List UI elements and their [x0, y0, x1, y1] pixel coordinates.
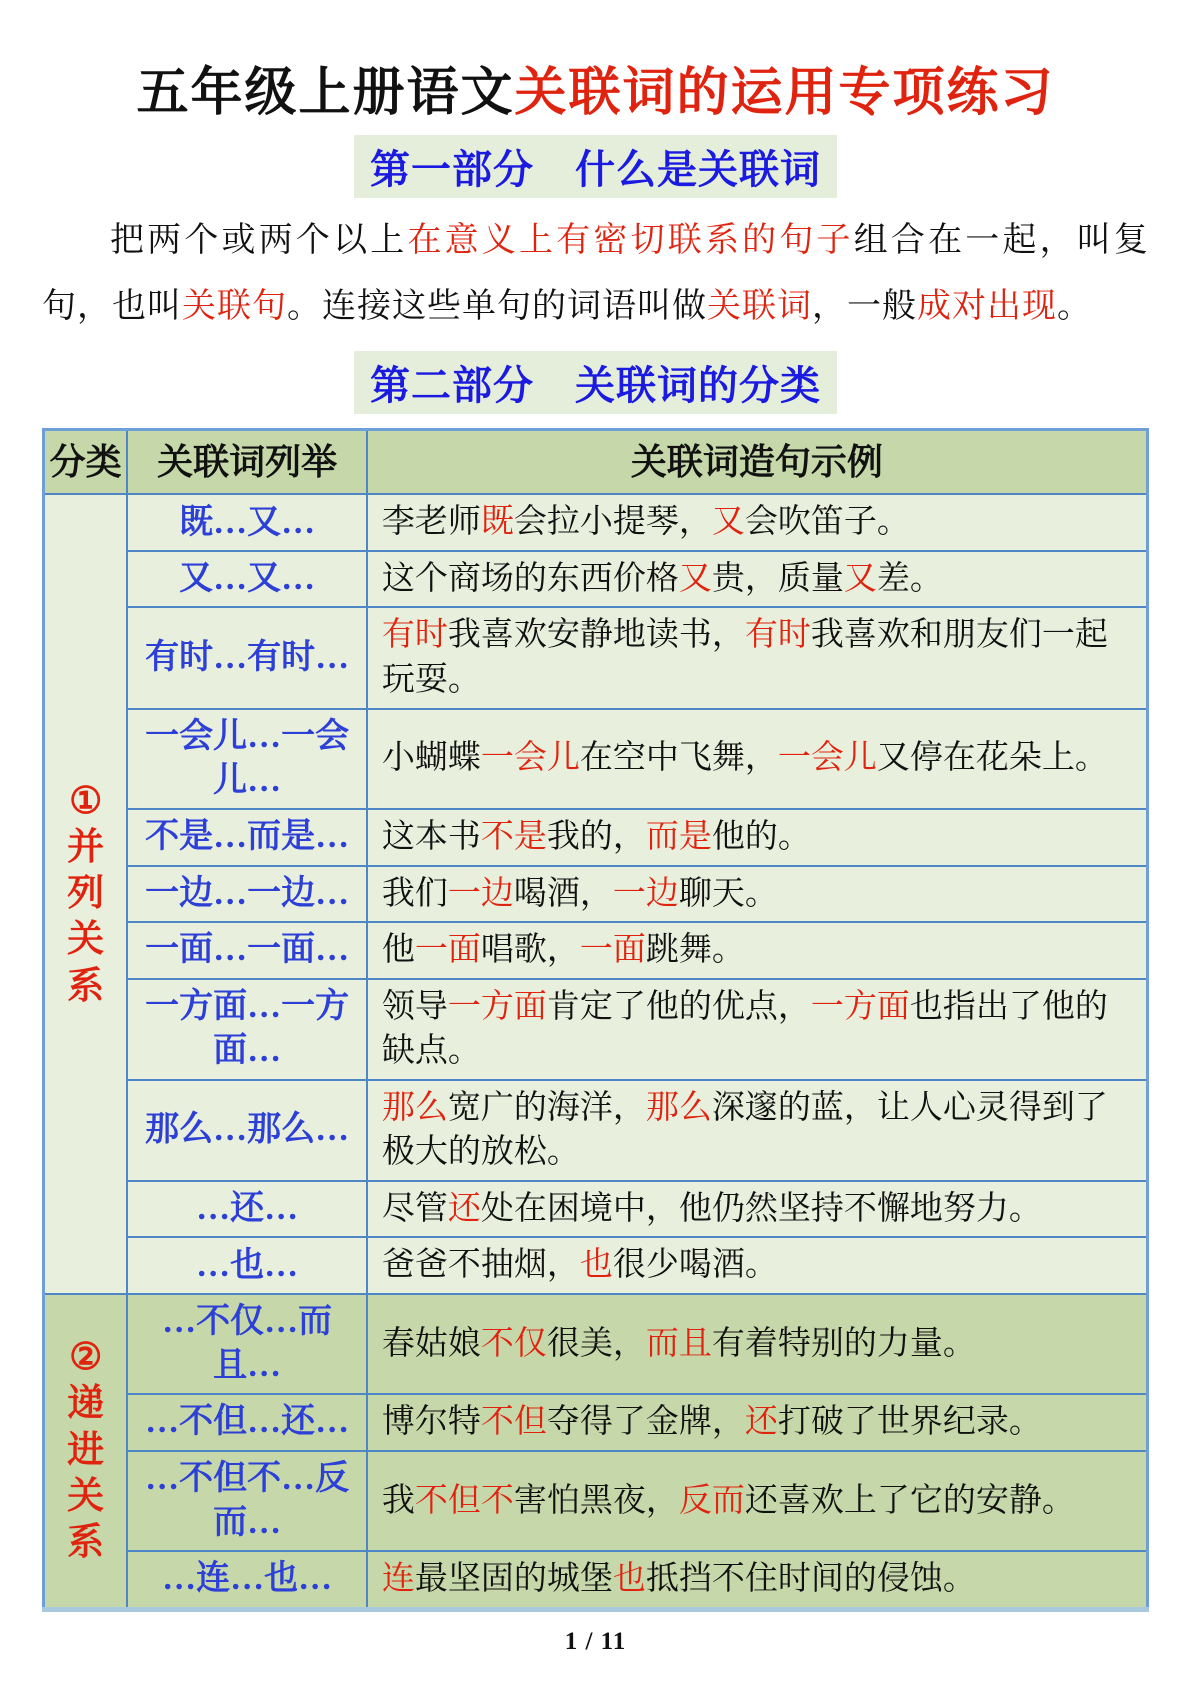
highlighted-word: 既 — [480, 504, 514, 541]
conjunction-cell: …不但不…反而… — [127, 1451, 366, 1551]
table-row — [44, 809, 1148, 866]
category-vertical-label: ① 并 列 关 系 — [67, 780, 105, 1007]
plain-text: 喝酒， — [513, 875, 613, 912]
table-row — [44, 1394, 1148, 1451]
plain-text: 深邃的蓝，让人心灵得到了极大的放松。 — [381, 1089, 1108, 1171]
example-cell — [367, 607, 1148, 708]
table-row — [44, 1451, 1148, 1551]
highlighted-word: 又 — [843, 560, 877, 597]
highlighted-word: 关联句 — [182, 288, 287, 326]
plain-text: 组合在一起，叫复句，也叫 — [42, 222, 1150, 326]
conjunction-cell: 不是…而是… — [127, 809, 366, 866]
highlighted-word: 又 — [678, 560, 712, 597]
plain-text: 夺得了金牌， — [546, 1404, 745, 1441]
table-row — [44, 979, 1148, 1080]
section1-heading — [42, 135, 1149, 198]
highlighted-word: 又 — [711, 504, 745, 541]
example-cell — [367, 809, 1148, 866]
conjunction-cell: 一面…一面… — [127, 922, 366, 979]
plain-text: 肯定了他的优点， — [546, 988, 811, 1025]
plain-text: 春姑娘 — [381, 1325, 481, 1362]
plain-text: 我喜欢安静地读书， — [447, 617, 745, 654]
highlighted-word: 有时 — [381, 617, 448, 654]
table-row — [44, 1551, 1148, 1609]
plain-text: 我 — [381, 1482, 415, 1519]
plain-text: 很美， — [546, 1325, 646, 1362]
plain-text: 聊天。 — [678, 875, 778, 912]
plain-text: 博尔特 — [381, 1404, 481, 1441]
conjunction-cell: …不仅…而且… — [127, 1294, 366, 1394]
intro-paragraph — [42, 208, 1149, 341]
plain-text: 也指出了他的缺点。 — [381, 988, 1108, 1070]
table-row — [44, 709, 1148, 809]
conjunction-cell: 一方面…一方面… — [127, 979, 366, 1080]
section2-heading — [42, 351, 1149, 414]
header-example: 关联词造句示例 — [367, 429, 1148, 494]
conjunction-cell: 既…又… — [127, 494, 366, 551]
plain-text: 我的， — [546, 818, 646, 855]
plain-text: 这个商场的东西价格 — [381, 560, 679, 597]
plain-text: 处在困境中，他仍然坚持不懈地努力。 — [480, 1190, 1042, 1227]
example-cell — [367, 1551, 1148, 1609]
plain-text: 。连接这些单句的词语叫做 — [287, 288, 707, 326]
plain-text: 还喜欢上了它的安静。 — [744, 1482, 1075, 1519]
highlighted-word: 一会儿 — [777, 740, 877, 777]
conjunction-cell: 一会儿…一会儿… — [127, 709, 366, 809]
conjunction-cell: 一边…一边… — [127, 866, 366, 923]
highlighted-word: 在意义上有密切联系的句子 — [407, 222, 854, 259]
example-cell — [367, 1294, 1148, 1394]
table-row — [44, 1181, 1148, 1238]
example-cell — [367, 1237, 1148, 1294]
plain-text: 最坚固的城堡 — [414, 1561, 613, 1598]
highlighted-word: 而是 — [645, 818, 712, 855]
plain-text: 李老师 — [381, 504, 481, 541]
example-cell — [367, 1080, 1148, 1181]
page-title — [42, 50, 1149, 125]
table-row — [44, 1237, 1148, 1294]
plain-text: 这本书 — [381, 818, 481, 855]
section2-heading-text: 第二部分 关联词的分类 — [354, 351, 837, 414]
table-row — [44, 551, 1148, 608]
category-vertical-label: ② 递 进 关 系 — [67, 1337, 105, 1564]
plain-text: 打破了世界纪录。 — [777, 1404, 1042, 1441]
highlighted-word: 一方面 — [810, 988, 910, 1025]
plain-text: 把两个或两个以上 — [110, 222, 408, 259]
highlighted-word: 也 — [612, 1561, 646, 1598]
highlighted-word: 反而 — [678, 1482, 745, 1519]
conjunction-cell: 有时…有时… — [127, 607, 366, 708]
category-cell — [44, 494, 128, 1293]
table-row — [44, 1080, 1148, 1181]
header-category: 分类 — [44, 429, 128, 494]
table-row — [44, 1294, 1148, 1394]
highlighted-word: 不但 — [480, 1404, 547, 1441]
plain-text: 有着特别的力量。 — [711, 1325, 976, 1362]
page-number: 1 / 11 — [564, 1627, 627, 1655]
example-cell — [367, 979, 1148, 1080]
example-cell — [367, 709, 1148, 809]
plain-text: ，一般 — [812, 288, 917, 326]
highlighted-word: 一边 — [612, 875, 679, 912]
example-cell — [367, 1394, 1148, 1451]
conjunction-cell: 那么…那么… — [127, 1080, 366, 1181]
highlighted-word: 也 — [579, 1247, 613, 1284]
highlighted-word: 还 — [744, 1404, 778, 1441]
plain-text: 会吹笛子。 — [744, 504, 910, 541]
highlighted-word: 而且 — [645, 1325, 712, 1362]
plain-text: 跳舞。 — [645, 932, 745, 969]
plain-text: 他的。 — [711, 818, 811, 855]
plain-text: 领导 — [381, 988, 448, 1025]
table-row — [44, 922, 1148, 979]
title-red-part: 关联词的运用专项练习 — [514, 65, 1055, 122]
highlighted-word: 一边 — [447, 875, 514, 912]
plain-text: 。 — [1057, 288, 1092, 326]
highlighted-word: 关联词 — [707, 288, 812, 326]
highlighted-word: 一面 — [579, 932, 646, 969]
conjunction-cell: …也… — [127, 1237, 366, 1294]
table-row — [44, 866, 1148, 923]
section1-heading-text: 第一部分 什么是关联词 — [354, 135, 837, 198]
conjunction-cell: …连…也… — [127, 1551, 366, 1609]
highlighted-word: 有时 — [744, 617, 811, 654]
category-cell — [44, 1294, 128, 1609]
highlighted-word: 那么 — [381, 1089, 448, 1126]
highlighted-word: 一会儿 — [480, 740, 580, 777]
plain-text: 又停在花朵上。 — [876, 740, 1108, 777]
plain-text: 害怕黑夜， — [513, 1482, 679, 1519]
highlighted-word: 不仅 — [480, 1325, 547, 1362]
example-cell — [367, 866, 1148, 923]
highlighted-word: 一面 — [414, 932, 481, 969]
plain-text: 他 — [381, 932, 415, 969]
plain-text: 在空中飞舞， — [579, 740, 778, 777]
plain-text: 我喜欢和朋友们一起玩耍。 — [381, 617, 1108, 699]
table-header-row — [44, 429, 1148, 494]
plain-text: 我们 — [381, 875, 448, 912]
plain-text: 很少喝酒。 — [612, 1247, 778, 1284]
highlighted-word: 不是 — [480, 818, 547, 855]
conjunction-cell: …还… — [127, 1181, 366, 1238]
example-cell — [367, 551, 1148, 608]
highlighted-word: 成对出现 — [917, 288, 1057, 326]
example-cell — [367, 1181, 1148, 1238]
header-conjunction-list: 关联词列举 — [127, 429, 366, 494]
conjunction-cell: 又…又… — [127, 551, 366, 608]
plain-text: 尽管 — [381, 1190, 448, 1227]
table-row — [44, 607, 1148, 708]
example-cell — [367, 494, 1148, 551]
plain-text: 差。 — [876, 560, 943, 597]
plain-text: 宽广的海洋， — [447, 1089, 646, 1126]
highlighted-word: 那么 — [645, 1089, 712, 1126]
highlighted-word: 还 — [447, 1190, 481, 1227]
highlighted-word: 一方面 — [447, 988, 547, 1025]
plain-text: 抵挡不住时间的侵蚀。 — [645, 1561, 976, 1598]
highlighted-word: 连 — [381, 1561, 415, 1598]
example-cell — [367, 1451, 1148, 1551]
plain-text: 小蝴蝶 — [381, 740, 481, 777]
title-black-part: 五年级上册语文 — [136, 65, 515, 122]
plain-text: 爸爸不抽烟， — [381, 1247, 580, 1284]
conjunction-cell: …不但…还… — [127, 1394, 366, 1451]
highlighted-word: 不但不 — [414, 1482, 514, 1519]
plain-text: 唱歌， — [480, 932, 580, 969]
plain-text: 会拉小提琴， — [513, 504, 712, 541]
conjunction-table — [42, 428, 1149, 1612]
example-cell — [367, 922, 1148, 979]
table-row — [44, 494, 1148, 551]
plain-text: 贵，质量 — [711, 560, 844, 597]
